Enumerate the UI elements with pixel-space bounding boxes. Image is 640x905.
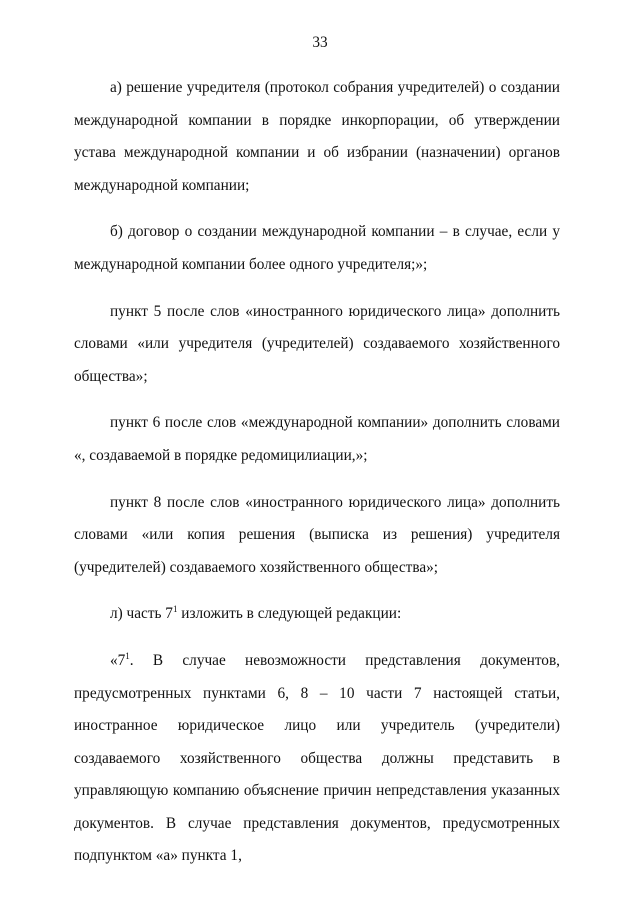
part-heading-after: изложить в следующей редакции: <box>177 605 402 623</box>
paragraph-point-5: пункт 5 после слов «иностранного юридического лица» дополнить словами «или учредителя (учредителей) создаваемого хозяйственного общества»; <box>74 302 560 385</box>
part-heading-before: л) часть 7 <box>110 605 173 623</box>
paragraph-part-7-1-text <box>74 645 560 873</box>
part-heading-superscript: 1 <box>172 604 178 615</box>
paragraph-part-7-1-heading <box>74 598 560 631</box>
paragraph-a: а) решение учредителя (протокол собрания учредителей) о создании международной компании в порядке инкорпорации, об утверждении устава международной компании и об избрании (назначении) органов международной компании; <box>74 79 560 194</box>
quoted-open: «7 <box>110 651 126 669</box>
paragraph-b: б) договор о создании международной компании – в случае, если у международной компании более одного учредителя;»; <box>74 223 560 273</box>
paragraph-point-6: пункт 6 после слов «международной компании» дополнить словами «, создаваемой в порядке редомицилиации,»; <box>74 414 560 464</box>
quoted-superscript: 1 <box>125 650 130 661</box>
page-number: 33 <box>312 34 328 51</box>
quoted-text: . В случае невозможности представления документов, предусмотренных пунктами 6, 8 – 10 части 7 настоящей статьи, иностранное юридическое лицо или учредитель (учредители) создаваемого хозяйственного общества должны представить в управляющую компанию объяснение причин непредставления указанных документов. В случае представления документов, предусмотренных подпунктом «а» пункта 1, <box>74 651 560 865</box>
paragraph-point-8: пункт 8 после слов «иностранного юридического лица» дополнить словами «или копия решения (выписка из решения) учредителя (учредителей) создаваемого хозяйственного общества»; <box>74 493 560 576</box>
document-body <box>74 72 560 887</box>
